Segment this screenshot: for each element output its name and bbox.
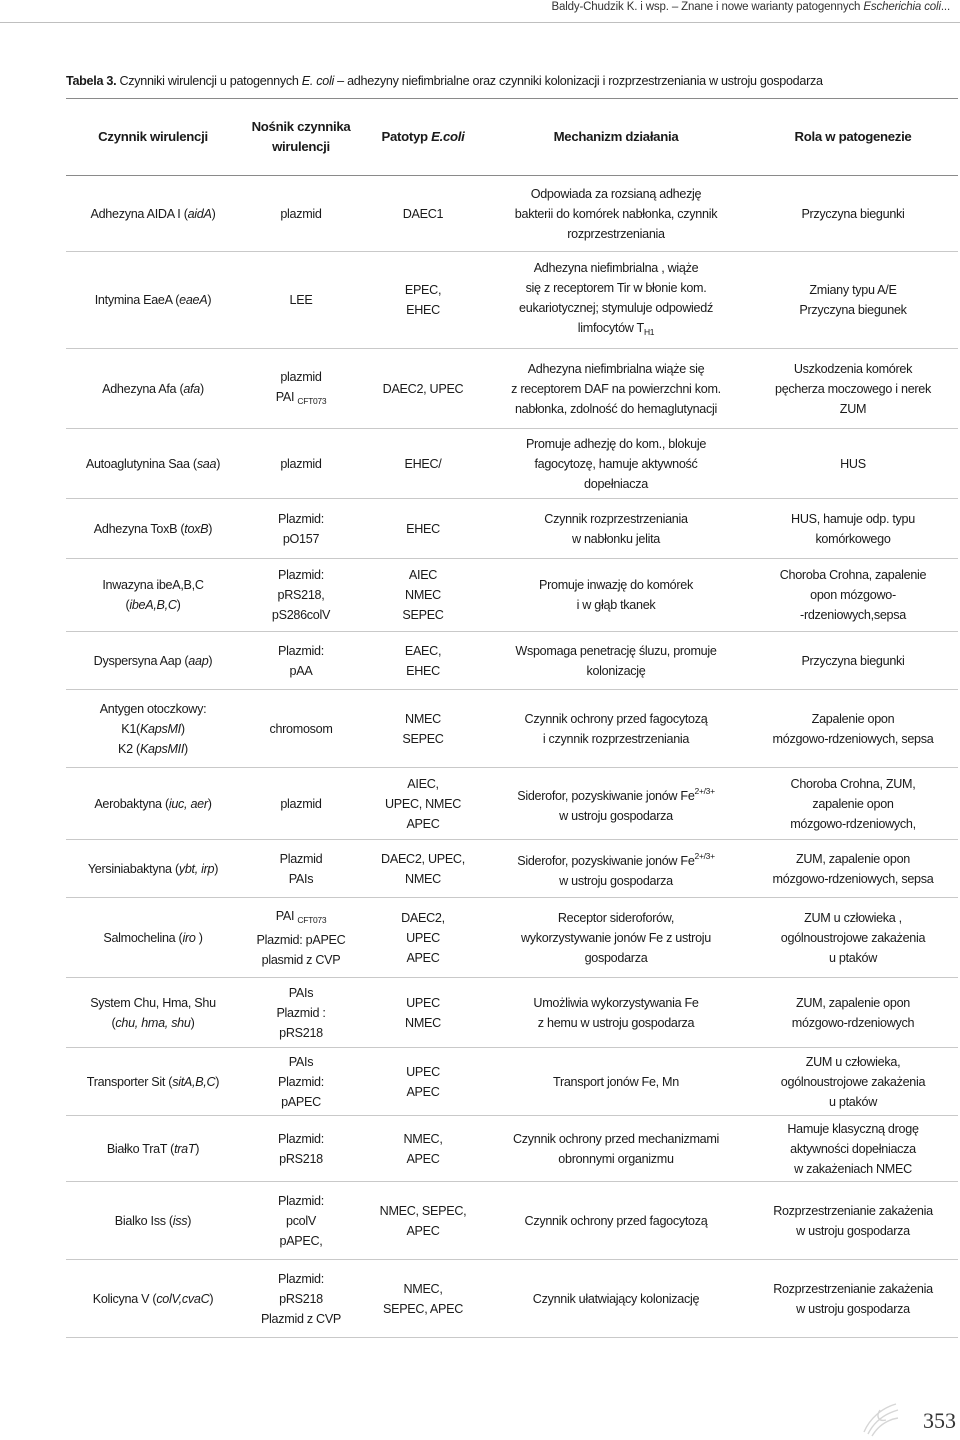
cell-line: u ptaków xyxy=(828,1094,877,1109)
cell-line: ZUM, zapalenie opon xyxy=(795,995,910,1010)
caption-label: Tabela 3. xyxy=(66,74,117,88)
table-row xyxy=(66,1116,958,1182)
cell-line: Plazmid: xyxy=(278,511,324,526)
cell-pathotype xyxy=(362,690,484,768)
cell-line: w ustroju gospodarza xyxy=(796,1301,910,1316)
cell-line: UPEC xyxy=(406,995,440,1010)
cell-virulence-factor xyxy=(66,252,240,349)
cell-line: Antygen otoczkowy: xyxy=(99,701,207,716)
cell-line: aktywności dopełniacza xyxy=(790,1141,916,1156)
cell-line: Czynnik ochrony przed fagocytozą xyxy=(524,1213,708,1228)
cell-line: NMEC xyxy=(405,871,441,886)
cell-line: kolonizację xyxy=(586,663,646,678)
cell-line: NMEC xyxy=(405,1015,441,1030)
cell-line: NMEC xyxy=(405,711,441,726)
cell-virulence-factor xyxy=(66,1182,240,1260)
cell-line: pAPEC, xyxy=(279,1233,323,1248)
cell-pathotype xyxy=(362,1260,484,1338)
cell-line: SEPEC xyxy=(402,608,444,622)
cell-mechanism xyxy=(484,1182,748,1260)
cell-role xyxy=(748,349,958,429)
cell-line: Plazmid xyxy=(279,851,323,866)
cell-line: (ibeA,B,C) xyxy=(125,598,181,612)
cell-virulence-factor xyxy=(66,1116,240,1182)
header-rule xyxy=(0,22,960,23)
cell-role xyxy=(748,1182,958,1260)
cell-line: Kolicyna V (colV,cvaC) xyxy=(92,1291,214,1306)
cell-line: Promuje adhezję do kom., blokuje xyxy=(525,436,707,451)
cell-line: pO157 xyxy=(282,531,320,546)
cell-role xyxy=(748,1260,958,1338)
cell-line: pAA xyxy=(289,663,313,678)
cell-line: Siderofor, pozyskiwanie jonów $Fe^{2+/3+}$ xyxy=(517,786,715,803)
cell-line: nabłonka, zdolność do hemaglutynacji xyxy=(514,401,718,416)
cell-line: wykorzystywanie jonów Fe z ustroju xyxy=(521,930,711,945)
cell-pathotype xyxy=(362,898,484,978)
cell-line: w zakażeniach NMEC xyxy=(794,1161,912,1176)
cell-line: APEC xyxy=(406,816,440,831)
cell-line: z hemu w ustroju gospodarza xyxy=(537,1015,695,1030)
cell-line: z receptorem DAF na powierzchni kom. xyxy=(511,381,721,396)
cell-line: EHEC/ xyxy=(404,456,442,471)
cell-line: (chu, hma, shu) xyxy=(111,1015,195,1030)
cell-line: Rola w patogenezie xyxy=(794,129,912,144)
cell-line: Czynnik wirulencji xyxy=(98,129,208,144)
cell-line: Czynnik ułatwiający kolonizację xyxy=(532,1291,700,1306)
cell-virulence-factor xyxy=(66,349,240,429)
cell-line: Plazmid : xyxy=(276,1005,326,1020)
cell-line: APEC xyxy=(406,1151,440,1166)
cell-carrier xyxy=(240,1260,362,1338)
cell-line: Choroba Crohna, zapalenie xyxy=(779,568,927,582)
cell-carrier xyxy=(240,176,362,252)
cell-line: plasmid z CVP xyxy=(261,952,341,967)
cell-line: EPEC, xyxy=(404,283,442,297)
cell-line: DAEC2, UPEC, xyxy=(381,851,465,866)
cell-line: Przyczyna biegunek xyxy=(799,303,907,317)
cell-virulence-factor xyxy=(66,768,240,840)
cell-pathotype xyxy=(362,349,484,429)
cell-pathotype xyxy=(362,1048,484,1116)
cell-virulence-factor xyxy=(66,690,240,768)
cell-line: pRS218, xyxy=(277,588,325,602)
cell-carrier xyxy=(240,429,362,499)
cell-line: w ustroju gospodarza xyxy=(559,874,673,888)
cell-mechanism xyxy=(484,1260,748,1338)
cell-line: Salmochelina (iro ) xyxy=(103,930,203,945)
cell-line: -rdzeniowych,sepsa xyxy=(800,608,906,622)
cell-line: Bialko Iss (iss) xyxy=(114,1213,192,1228)
cell-line: NMEC xyxy=(405,588,441,602)
cell-line: AIEC, xyxy=(407,776,439,791)
cell-line: Nośnik czynnika xyxy=(251,119,351,134)
table-row xyxy=(66,559,958,632)
table-row xyxy=(66,1182,958,1260)
cell-line: w nabłonku jelita xyxy=(571,531,660,546)
cell-line: EHEC xyxy=(406,663,440,678)
table-row xyxy=(66,176,958,252)
cell-line: Aerobaktyna (iuc, aer) xyxy=(94,796,212,811)
cell-line: Adhezyna Afa (afa) xyxy=(102,381,204,396)
cell-line: APEC xyxy=(406,1084,440,1099)
cell-line: UPEC xyxy=(406,1064,440,1079)
cell-pathotype xyxy=(362,499,484,559)
cell-line: plazmid xyxy=(280,369,322,384)
cell-role xyxy=(748,768,958,840)
cell-carrier xyxy=(240,840,362,898)
cell-line: Receptor sideroforów, xyxy=(557,910,675,925)
cell-role xyxy=(748,176,958,252)
cell-line: UPEC, NMEC xyxy=(384,796,462,811)
cell-line: APEC xyxy=(406,1223,440,1238)
cell-virulence-factor xyxy=(66,1260,240,1338)
table-row xyxy=(66,978,958,1048)
cell-line: pRS218 xyxy=(279,1291,323,1306)
cell-line: NMEC, SEPEC, xyxy=(379,1203,467,1218)
cell-line: ogólnoustrojowe zakażenia xyxy=(780,930,926,945)
cell-pathotype xyxy=(362,429,484,499)
cell-line: UPEC xyxy=(406,930,440,945)
cell-line: chromosom xyxy=(269,721,333,736)
table-row xyxy=(66,768,958,840)
table-row xyxy=(66,1048,958,1116)
page-number: 353 xyxy=(923,1408,956,1433)
cell-line: opon mózgowo- xyxy=(810,588,896,602)
cell-line: EHEC xyxy=(406,521,440,536)
cell-line: Siderofor, pozyskiwanie jonów $Fe^{2+/3+}$ xyxy=(517,851,715,868)
cell-role xyxy=(748,978,958,1048)
cell-line: w ustroju gospodarza xyxy=(559,809,673,823)
cell-line: Plazmid: xyxy=(278,1271,324,1286)
cell-line: Inwazyna ibeA,B,C xyxy=(102,578,204,592)
cell-line: Transport jonów Fe, Mn xyxy=(553,1074,679,1089)
cell-line: Uszkodzenia komórek xyxy=(793,361,913,376)
cell-line: plazmid xyxy=(280,456,322,471)
cell-line: Rozprzestrzenianie zakażenia xyxy=(773,1281,933,1296)
cell-line: EAEC, xyxy=(404,643,442,658)
cell-line: DAEC2, xyxy=(401,910,445,925)
cell-carrier xyxy=(240,978,362,1048)
cell-line: Adhezyna niefimbrialna wiąże się xyxy=(527,361,705,376)
cell-virulence-factor xyxy=(66,499,240,559)
header-mechanism xyxy=(484,99,748,176)
cell-line: Zmiany typu A/E xyxy=(809,283,897,297)
cell-pathotype xyxy=(362,1116,484,1182)
cell-line: Adhezyna niefimbrialna , wiąże xyxy=(533,261,699,275)
cell-carrier xyxy=(240,1182,362,1260)
cell-role xyxy=(748,559,958,632)
cell-line: Transporter Sit (sitA,B,C) xyxy=(86,1074,220,1089)
page-ornament-icon xyxy=(860,1398,900,1438)
cell-carrier xyxy=(240,632,362,690)
cell-carrier xyxy=(240,768,362,840)
cell-line: pcolV xyxy=(285,1213,316,1228)
table-row xyxy=(66,499,958,559)
cell-line: Mechanizm działania xyxy=(553,129,679,144)
cell-line: Adhezyna ToxB (toxB) xyxy=(93,521,213,536)
cell-line: Zapalenie opon xyxy=(811,711,895,726)
running-header: Baldy-Chudzik K. i wsp. – Znane i nowe warianty patogennych Escherichia coli... xyxy=(551,1,950,13)
cell-line: K1(KapsMI) xyxy=(121,721,185,736)
cell-pathotype xyxy=(362,768,484,840)
header-role xyxy=(748,99,958,176)
cell-line: eukariotycznej; stymuluje odpowiedź xyxy=(519,301,713,315)
table-row xyxy=(66,898,958,978)
cell-line: System Chu, Hma, Shu xyxy=(90,995,216,1010)
cell-line: Przyczyna biegunki xyxy=(801,653,905,668)
cell-role xyxy=(748,499,958,559)
cell-mechanism xyxy=(484,349,748,429)
cell-line: pRS218 xyxy=(279,1151,323,1166)
cell-line: Czynnik rozprzestrzeniania xyxy=(544,511,688,526)
cell-pathotype xyxy=(362,1182,484,1260)
cell-carrier xyxy=(240,1116,362,1182)
cell-line: PAIs xyxy=(288,985,314,1000)
cell-line: Wspomaga penetrację śluzu, promuje xyxy=(515,643,717,658)
cell-line: PAIs xyxy=(288,871,314,886)
cell-line: gospodarza xyxy=(584,950,648,965)
cell-line: PAI $_{CFT073}$ xyxy=(275,908,327,925)
cell-mechanism xyxy=(484,429,748,499)
table-row xyxy=(66,252,958,349)
cell-line: Plazmid: pAPEC xyxy=(256,932,346,947)
table-row xyxy=(66,690,958,768)
cell-mechanism xyxy=(484,978,748,1048)
header-pathotype xyxy=(362,99,484,176)
cell-line: Czynnik ochrony przed mechanizmami xyxy=(512,1131,720,1146)
cell-role xyxy=(748,1048,958,1116)
cell-line: Choroba Crohna, ZUM, xyxy=(790,776,916,791)
cell-line: Umożliwia wykorzystywania Fe xyxy=(533,995,699,1010)
cell-line: K2 (KapsMII) xyxy=(118,741,188,756)
cell-line: i czynnik rozprzestrzeniania xyxy=(542,731,690,746)
cell-role xyxy=(748,840,958,898)
virulence-factors-table xyxy=(66,98,958,1338)
cell-line: Odpowiada za rozsianą adhezję xyxy=(530,186,702,201)
cell-carrier xyxy=(240,690,362,768)
cell-line: HUS, hamuje odp. typu xyxy=(791,511,915,526)
cell-carrier xyxy=(240,898,362,978)
table-row xyxy=(66,632,958,690)
cell-virulence-factor xyxy=(66,978,240,1048)
cell-mechanism xyxy=(484,499,748,559)
cell-line: SEPEC xyxy=(402,731,444,746)
header-carrier xyxy=(240,99,362,176)
cell-mechanism xyxy=(484,840,748,898)
cell-line: Plazmid: xyxy=(278,643,324,658)
cell-mechanism xyxy=(484,690,748,768)
cell-line: Patotyp E.coli xyxy=(381,129,465,144)
cell-line: bakterii do komórek nabłonka, czynnik xyxy=(514,206,718,221)
cell-line: rozprzestrzeniania xyxy=(567,226,665,241)
cell-line: NMEC, xyxy=(403,1281,443,1296)
cell-line: Czynnik ochrony przed fagocytozą xyxy=(524,711,708,726)
table-header-row xyxy=(66,99,958,176)
caption-text: Czynniki wirulencji u patogennych E. coli – adhezyny niefimbrialne oraz czynniki kolonizacji i rozprzestrzeniania w ustroju gospodarza xyxy=(119,74,823,88)
cell-line: Białko TraT (traT) xyxy=(106,1141,200,1156)
cell-carrier xyxy=(240,349,362,429)
cell-line: APEC xyxy=(406,950,440,965)
table-row xyxy=(66,429,958,499)
cell-line: Plazmid: xyxy=(278,1193,324,1208)
cell-line: SEPEC, APEC xyxy=(383,1301,463,1316)
cell-virulence-factor xyxy=(66,898,240,978)
cell-carrier xyxy=(240,499,362,559)
cell-line: PAI $_{CFT073}$ xyxy=(275,389,327,406)
cell-line: Promuje inwazję do komórek xyxy=(539,578,693,592)
cell-line: ogólnoustrojowe zakażenia xyxy=(780,1074,926,1089)
cell-line: fagocytozę, hamuje aktywność xyxy=(534,456,698,471)
cell-virulence-factor xyxy=(66,429,240,499)
cell-line: HUS xyxy=(840,456,866,471)
cell-line: komórkowego xyxy=(815,531,891,546)
cell-mechanism xyxy=(484,176,748,252)
cell-line: mózgowo-rdzeniowych, sepsa xyxy=(772,731,934,746)
cell-line: Plazmid z CVP xyxy=(260,1311,342,1326)
cell-pathotype xyxy=(362,978,484,1048)
cell-line: pRS218 xyxy=(279,1025,323,1040)
cell-mechanism xyxy=(484,1116,748,1182)
cell-line: Plazmid: xyxy=(278,1131,324,1146)
cell-pathotype xyxy=(362,840,484,898)
cell-mechanism xyxy=(484,559,748,632)
cell-virulence-factor xyxy=(66,840,240,898)
cell-pathotype xyxy=(362,632,484,690)
cell-carrier xyxy=(240,559,362,632)
cell-line: mózgowo-rdzeniowych xyxy=(791,1015,915,1030)
cell-line: dopełniacza xyxy=(584,476,648,491)
cell-carrier xyxy=(240,252,362,349)
cell-line: Rozprzestrzenianie zakażenia xyxy=(773,1203,933,1218)
cell-line: w ustroju gospodarza xyxy=(796,1223,910,1238)
cell-line: ZUM, zapalenie opon xyxy=(795,851,910,866)
cell-role xyxy=(748,252,958,349)
cell-line: Adhezyna AIDA I (aidA) xyxy=(90,206,216,221)
cell-pathotype xyxy=(362,252,484,349)
cell-line: ZUM u człowieka, xyxy=(805,1054,901,1069)
cell-mechanism xyxy=(484,632,748,690)
cell-line: plazmid xyxy=(280,206,322,221)
cell-role xyxy=(748,690,958,768)
cell-line: Intymina EaeA (eaeA) xyxy=(94,293,212,307)
cell-role xyxy=(748,429,958,499)
cell-line: Yersiniabaktyna (ybt, irp) xyxy=(87,861,219,876)
cell-line: limfocytów $T_{H1}$ xyxy=(577,321,655,337)
cell-line: pS286colV xyxy=(271,608,331,622)
cell-line: Autoaglutynina Saa (saa) xyxy=(85,456,221,471)
cell-line: Plazmid: xyxy=(278,568,324,582)
table-row xyxy=(66,1260,958,1338)
cell-line: DAEC1 xyxy=(402,206,444,221)
cell-virulence-factor xyxy=(66,1048,240,1116)
cell-line: DAEC2, UPEC xyxy=(382,381,464,396)
cell-line: zapalenie opon xyxy=(812,796,894,811)
cell-mechanism xyxy=(484,252,748,349)
cell-role xyxy=(748,632,958,690)
cell-line: Plazmid: xyxy=(278,1074,324,1089)
table-row xyxy=(66,840,958,898)
cell-line: plazmid xyxy=(280,796,322,811)
table-caption xyxy=(66,74,930,88)
cell-line: u ptaków xyxy=(828,950,877,965)
cell-line: ZUM u człowieka , xyxy=(804,910,902,925)
cell-line: obronnymi organizmu xyxy=(558,1151,674,1166)
cell-mechanism xyxy=(484,768,748,840)
cell-line: pAPEC xyxy=(281,1094,321,1109)
cell-line: PAIs xyxy=(288,1054,314,1069)
header-virulence-factor xyxy=(66,99,240,176)
cell-line: AIEC xyxy=(408,568,438,582)
cell-virulence-factor xyxy=(66,559,240,632)
cell-line: Hamuje klasyczną drogę xyxy=(787,1121,919,1136)
cell-line: LEE xyxy=(289,293,313,307)
cell-line: mózgowo-rdzeniowych, xyxy=(790,816,916,831)
cell-line: pęcherza moczowego i nerek xyxy=(774,381,931,396)
cell-role xyxy=(748,1116,958,1182)
cell-virulence-factor xyxy=(66,176,240,252)
cell-line: EHEC xyxy=(406,303,440,317)
cell-line: się z receptorem Tir w błonie kom. xyxy=(525,281,707,295)
cell-line: NMEC, xyxy=(403,1131,443,1146)
cell-line: i w głąb tkanek xyxy=(576,598,656,612)
cell-line: Przyczyna biegunki xyxy=(801,206,905,221)
cell-line: mózgowo-rdzeniowych, sepsa xyxy=(772,871,934,886)
cell-line: Dyspersyna Aap (aap) xyxy=(93,653,213,668)
cell-virulence-factor xyxy=(66,632,240,690)
cell-mechanism xyxy=(484,898,748,978)
cell-line: wirulencji xyxy=(272,139,330,154)
cell-pathotype xyxy=(362,559,484,632)
cell-carrier xyxy=(240,1048,362,1116)
cell-pathotype xyxy=(362,176,484,252)
table-row xyxy=(66,349,958,429)
cell-role xyxy=(748,898,958,978)
cell-mechanism xyxy=(484,1048,748,1116)
cell-line: ZUM xyxy=(839,401,867,416)
